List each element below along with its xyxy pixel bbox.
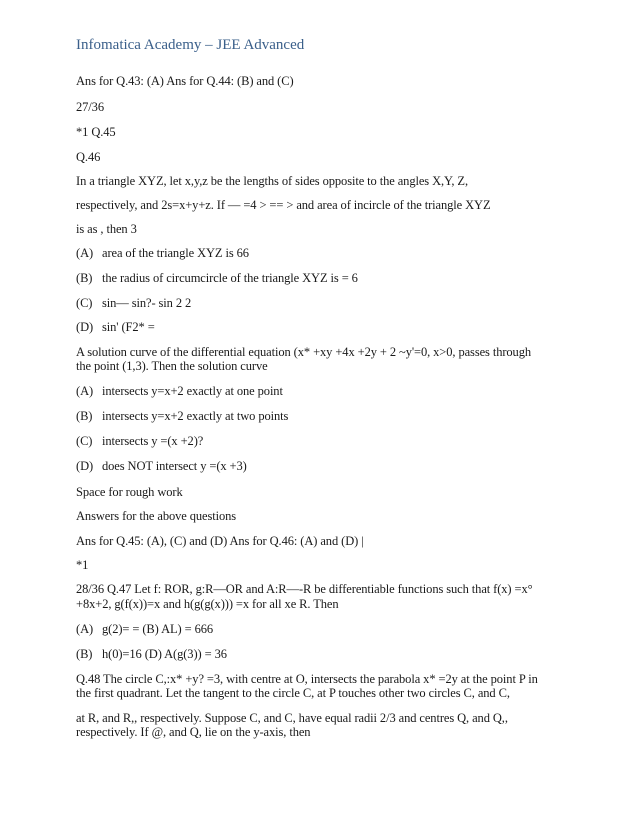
option-label: (A) bbox=[76, 246, 94, 260]
option-label: (C) bbox=[76, 296, 93, 310]
option-text: sin— sin?- sin 2 2 bbox=[102, 296, 192, 310]
question-text: is as , then 3 bbox=[76, 222, 137, 236]
option-label: (D) bbox=[76, 459, 94, 473]
option-label: (A) bbox=[76, 384, 94, 398]
option-label: (A) bbox=[76, 622, 94, 636]
option-label: (D) bbox=[76, 320, 94, 334]
option-text: sin' (F2* = bbox=[102, 320, 155, 334]
option-label: (B) bbox=[76, 409, 93, 423]
option-item bbox=[76, 296, 191, 310]
page-number-line: 27/36 bbox=[76, 100, 104, 114]
option-label: (B) bbox=[76, 647, 93, 661]
question-text: A solution curve of the differential equation (x* +xy +4x +2y + 2 ~y'=0, x>0, passes through bbox=[76, 345, 532, 359]
option-item bbox=[76, 622, 213, 636]
question-text: the point (1,3). Then the solution curve bbox=[76, 359, 268, 373]
question-text: In a triangle XYZ, let x,y,z be the lengths of sides opposite to the angles X,Y, Z, bbox=[76, 174, 468, 188]
option-text: intersects y=x+2 exactly at one point bbox=[102, 384, 283, 398]
option-text: intersects y=x+2 exactly at two points bbox=[102, 409, 289, 423]
answer-line-q45-q46: Ans for Q.45: (A), (C) and (D) Ans for Q.46: (A) and (D) | bbox=[76, 534, 364, 548]
answer-line-q43-q44: Ans for Q.43: (A) Ans for Q.44: (B) and (C) bbox=[76, 74, 294, 88]
page-header: Infomatica Academy – JEE Advanced bbox=[76, 37, 305, 53]
option-item bbox=[76, 384, 283, 398]
question-text: at R, and R,, respectively. Suppose C, and C, have equal radii 2/3 and centres Q, and Q,, bbox=[76, 711, 508, 725]
option-text: the radius of circumcircle of the triangle XYZ is = 6 bbox=[102, 271, 358, 285]
option-item bbox=[76, 459, 247, 473]
option-label: (C) bbox=[76, 434, 93, 448]
question-text: Q.48 The circle C,:x* +y? =3, with centre at O, intersects the parabola x* =2y at the point P in bbox=[76, 672, 538, 686]
question-text: 28/36 Q.47 Let f: ROR, g:R—OR and A:R—-R be differentiable functions such that f(x) =x° bbox=[76, 582, 533, 596]
question-text: the first quadrant. Let the tangent to the circle C, at P touches other two circles C, and C, bbox=[76, 686, 510, 700]
option-item bbox=[76, 271, 358, 285]
option-text: does NOT intersect y =(x +3) bbox=[102, 459, 247, 473]
option-text: h(0)=16 (D) A(g(3)) = 36 bbox=[102, 647, 227, 661]
question-text: respectively, and 2s=x+y+z. If — =4 > == > and area of incircle of the triangle XYZ bbox=[76, 198, 491, 212]
question-label-q46: Q.46 bbox=[76, 150, 101, 164]
question-text: +8x+2, g(f(x))=x and h(g(g(x))) =x for all xe R. Then bbox=[76, 597, 339, 611]
option-label: (B) bbox=[76, 271, 93, 285]
question-label-q45: *1 Q.45 bbox=[76, 125, 116, 139]
option-text: intersects y =(x +2)? bbox=[102, 434, 204, 448]
option-item bbox=[76, 320, 155, 334]
option-item bbox=[76, 647, 227, 661]
rough-work-label: Space for rough work bbox=[76, 485, 183, 499]
option-text: g(2)= = (B) AL) = 666 bbox=[102, 622, 214, 636]
marker-line: *1 bbox=[76, 558, 89, 572]
option-item bbox=[76, 409, 288, 423]
question-text: respectively. If @, and Q, lie on the y-axis, then bbox=[76, 725, 311, 739]
option-item bbox=[76, 434, 203, 448]
option-text: area of the triangle XYZ is 66 bbox=[102, 246, 249, 260]
answers-heading: Answers for the above questions bbox=[76, 509, 237, 523]
option-item bbox=[76, 246, 249, 260]
